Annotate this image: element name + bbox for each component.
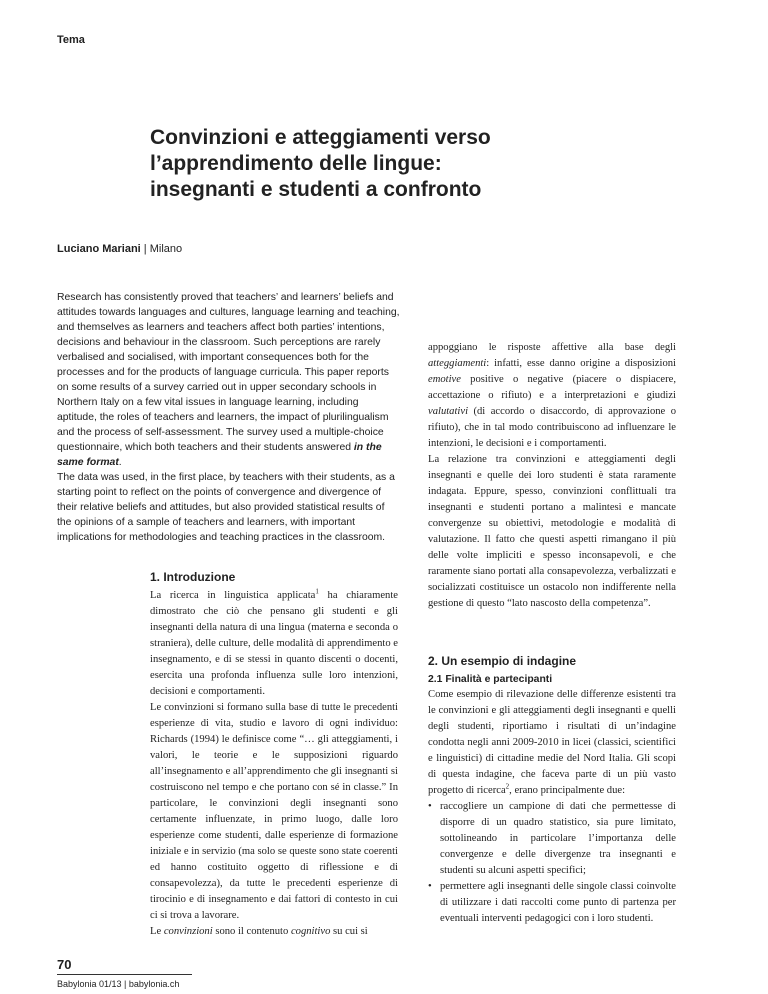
abstract xyxy=(57,290,400,545)
body-paragraph xyxy=(150,588,398,700)
body-paragraph: La relazione tra convinzioni e atteggiamenti degli insegnanti e quelle dei loro studenti è stata raramente indagata. Eppure, spesso, convinzioni conflittuali tra insegnanti e studenti portano a malintesi e mancate convergenze su obiettivi, metodologie e modalità di valutazione. Il fatto che questi aspetti rimangano il più delle volte impliciti e spesso inconsapevoli, e che raramente siano portati alla consapevolezza, verbalizzati e socializzati costituisce un ostacolo non indifferente nella gestione di questo “lato nascosto della competenza”. xyxy=(428,454,676,609)
abstract-text: . xyxy=(118,457,122,468)
body-text: (di accordo o disaccordo, di approvazione o rifiuto), che in tal modo contribuiscono ad influenzare le intenzioni, le decisioni e i comportamenti. xyxy=(428,406,676,449)
body-text: positive o negative (piacere o dispiacere, accettazione o rifiuto) e a interpretazioni e giudizi xyxy=(428,374,676,401)
italic-term: valutativi xyxy=(428,406,469,417)
footer-journal: Babylonia 01/13 | babylonia.ch xyxy=(57,979,180,989)
body-text: : infatti, esse danno origine a disposizioni xyxy=(486,358,676,369)
page-number: 70 xyxy=(57,957,72,972)
author-name: Luciano Mariani xyxy=(57,243,141,255)
bullet-list xyxy=(428,799,676,927)
byline xyxy=(57,243,182,255)
right-column xyxy=(428,340,676,927)
body-text: Le xyxy=(150,926,164,937)
body-text: sono il contenuto xyxy=(212,926,291,937)
body-paragraph: Le convinzioni si formano sulla base di tutte le precedenti esperienze di vita, studio e lavoro di ogni individuo: Richards (1994) le definisce come “… gli atteggiamenti, i valori, le teorie e le supposizioni riguardo all’insegnamento e all’apprendimento che gli insegnanti si costruiscono nel tempo e che portano con sé in classe.” In particolare, le convinzioni degli insegnanti sono certamente influenzate, in primo luogo, dalle loro esperienze come studenti, dalle esperienze di formazione iniziale e in servizio (ma solo se queste sono state coerenti ed hanno costituito oggetto di riflessione e di consapevolezza), da tutte le precedenti esperienze di tirocinio e di insegnamento e dai fattori di contesto in cui ci si trova a lavorare. xyxy=(150,702,398,921)
italic-term: convinzioni xyxy=(163,926,213,937)
abstract-emphasis: in the same format xyxy=(57,442,382,468)
abstract-text: Research has consistently proved that teachers’ and learners’ beliefs and attitudes towards languages and cultures, language learning and teaching, and themselves as learners and teachers affect both parties’ intentions, decisions and behaviour in the classroom. Such perceptions are rarely verbalised and socialised, with important consequences both for the processes and for the products of language curricula. This paper reports on some results of a survey carried out in upper secondary schools in Northern Italy on a few vital issues in language learning, including aptitude, the roles of teachers and learners, the impact of plurilingualism and the process of self-assessment. The survey used a multiple-choice questionnaire, which both teachers and their students answered xyxy=(57,292,400,453)
italic-term: emotive xyxy=(428,374,461,385)
list-item: • permettere agli insegnanti delle singole classi coinvolte di utilizzare i dati raccolti come punto di partenza per eventuali interventi pedagogici con i loro studenti. xyxy=(428,879,676,927)
body-paragraph xyxy=(150,924,398,940)
section-tag: Tema xyxy=(57,34,85,46)
list-item: • raccogliere un campione di dati che permettesse di disporre di un quadro statistico, sia pure limitato, sottolineando in particolare l’importanza delle convergenze e delle divergenze tra insegnanti e studenti su alcuni aspetti specifici; xyxy=(428,799,676,879)
abstract-paragraph: The data was used, in the first place, by teachers with their students, as a starting point to reflect on the points of convergence and divergence of their relative beliefs and attitudes, but also provided statistical results of the opinions of a sample of teachers and learners, with important implications for methodologies and teaching practices in the classroom. xyxy=(57,472,395,543)
author-city: Milano xyxy=(149,243,183,255)
article-title xyxy=(150,125,590,203)
footnote-ref: 2 xyxy=(505,782,510,791)
italic-term: cognitivo xyxy=(290,926,331,937)
body-text: La ricerca in linguistica applicata xyxy=(150,590,316,601)
body-text: Come esempio di rilevazione delle differenze esistenti tra le convinzioni e gli atteggiamenti degli insegnanti e quelli degli studenti, riportiamo i risultati di un’indagine condotta negli anni 2009-2010 in licei (classici, scientifici e linguistici) di cittadine medie del Nord Italia. Gli scopi di questa indagine, che faceva parte di un più vasto progetto di ricerca xyxy=(428,689,676,796)
byline-separator: | xyxy=(140,243,150,255)
body-text: , erano principalmente due: xyxy=(509,785,626,796)
title-line: Convinzioni e atteggiamenti verso xyxy=(150,126,491,149)
footnote-ref: 1 xyxy=(315,587,319,596)
footer-divider xyxy=(57,974,192,975)
abstract-paragraph xyxy=(57,290,400,470)
body-paragraph xyxy=(428,687,676,799)
body-paragraph xyxy=(428,340,676,452)
section-heading: 1. Introduzione xyxy=(150,570,236,584)
section-gap xyxy=(428,612,676,652)
body-text: ha chiaramente dimostrato che ciò che pensano gli studenti e gli insegnanti della natura di una lingua (materna e seconda o straniera), delle culture, delle modalità di apprendimento e insegnamento, e di se stessi in quanto discenti o docenti, esercita una profonda influenza sulle loro intenzioni, decisioni e comportamenti. xyxy=(150,590,398,697)
body-text: su cui si xyxy=(330,926,368,937)
title-line: l’apprendimento delle lingue: xyxy=(150,152,442,175)
left-column xyxy=(150,568,398,940)
subsection-heading: 2.1 Finalità e partecipanti xyxy=(428,674,553,685)
body-text: appoggiano le risposte affettive alla base degli xyxy=(428,342,676,353)
italic-term: atteggiamenti xyxy=(428,358,487,369)
title-line: insegnanti e studenti a confronto xyxy=(150,178,482,201)
section-heading: 2. Un esempio di indagine xyxy=(428,654,577,668)
